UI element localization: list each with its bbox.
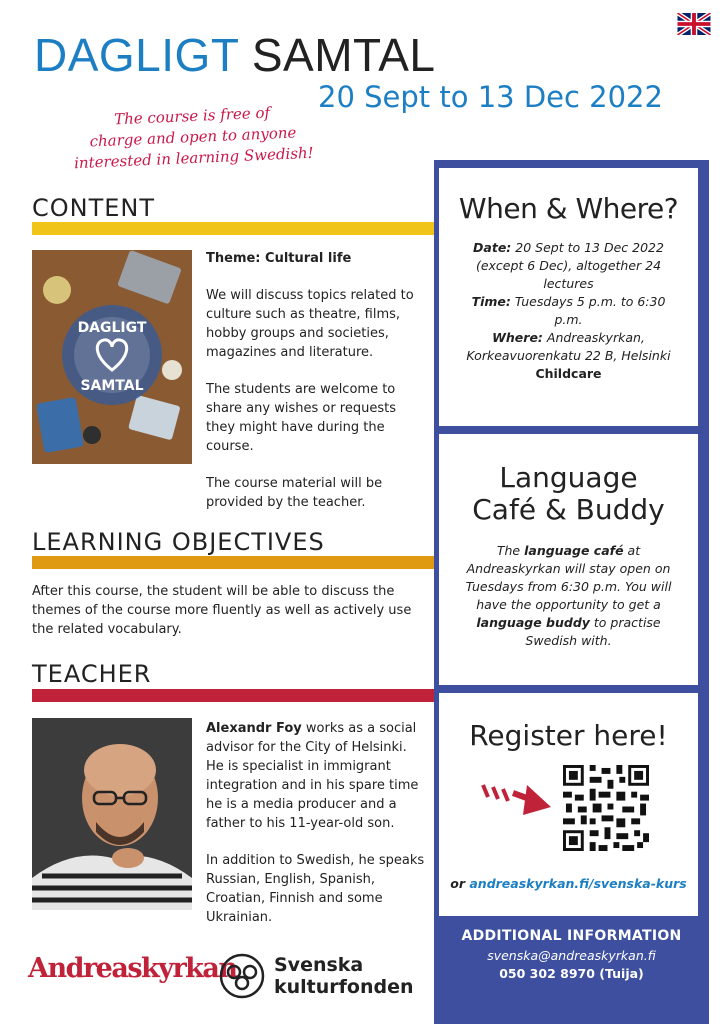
when-where-time	[461, 293, 676, 329]
cafe-text-3: to practise Swedish with.	[525, 615, 661, 648]
title-part-2: SAMTAL	[251, 29, 436, 81]
language-cafe-box	[439, 434, 698, 685]
info-email[interactable]: svenska@andreaskyrkan.fi	[487, 948, 656, 963]
teacher-heading: TEACHER	[32, 660, 152, 688]
content-heading: CONTENT	[32, 194, 156, 222]
uk-flag-icon[interactable]	[677, 13, 711, 35]
free-note-line-3: interested in learning Swedish!	[73, 143, 315, 173]
kulturfonden-logo-icon	[218, 952, 266, 1000]
register-link[interactable]: andreaskyrkan.fi/svenska-kurs	[469, 876, 687, 891]
cafe-title-line-2: Café & Buddy	[472, 493, 665, 526]
teacher-name: Alexandr Foy	[206, 721, 302, 736]
when-where-details	[461, 239, 676, 383]
teacher-photo	[32, 718, 192, 910]
qr-code-icon[interactable]	[563, 765, 649, 851]
cafe-text-1: The	[496, 543, 525, 558]
content-divider	[32, 222, 434, 235]
kulturfonden-logo-text	[274, 954, 414, 998]
objectives-divider	[32, 556, 434, 569]
cover-illustration	[32, 250, 192, 464]
when-where-box	[439, 168, 698, 426]
register-or: or	[450, 876, 470, 891]
info-heading: ADDITIONAL INFORMATION	[461, 928, 682, 944]
objectives-text: After this course, the student will be able to discuss the themes of the course more fluently as well as actively use the related vocabulary.	[32, 584, 412, 637]
title-part-1: DAGLIGT	[34, 29, 239, 81]
page-title	[34, 28, 436, 82]
content-paragraph-3: The course material will be provided by the teacher.	[206, 476, 383, 510]
kulturfonden-line-2: kulturfonden	[274, 976, 414, 998]
register-title: Register here!	[469, 719, 668, 752]
content-paragraph-1: We will discuss topics related to culture such as theatre, films, hobby groups and societies, magazines and literature.	[206, 288, 414, 360]
register-link-line	[439, 875, 698, 893]
cafe-text-2: at Andreaskyrkan will stay open on Tuesdays from 6:30 p.m. You will have the opportunity to get a	[465, 543, 672, 612]
objectives-heading: LEARNING OBJECTIVES	[32, 528, 325, 556]
cafe-title	[439, 462, 698, 526]
free-note-line-2: charge and open to anyone	[89, 123, 297, 151]
cafe-title-line-1: Language	[499, 461, 638, 494]
time-label: Time:	[471, 294, 511, 309]
cafe-text-language-cafe: language café	[524, 543, 624, 558]
date-value: 20 Sept to 13 Dec 2022 (except 6 Dec), altogether 24 lectures	[475, 240, 664, 291]
cover-label-bottom: SAMTAL	[80, 378, 144, 394]
teacher-portrait	[32, 718, 192, 910]
info-phone[interactable]: 050 302 8970 (Tuija)	[499, 966, 644, 981]
teacher-divider	[32, 689, 434, 702]
when-where-location	[461, 329, 676, 365]
childcare-note: Childcare	[535, 366, 602, 381]
teacher-text	[206, 719, 426, 945]
arrow-right-icon	[479, 779, 553, 821]
course-dates: 20 Sept to 13 Dec 2022	[318, 80, 663, 114]
time-value: Tuesdays 5 p.m. to 6:30 p.m.	[510, 294, 666, 327]
content-paragraph-2: The students are welcome to share any wishes or requests they might have during the course.	[206, 382, 396, 454]
free-note-line-1: The course is free of	[113, 103, 271, 129]
teacher-bio-text: works as a social advisor for the City of Helsinki. He is specialist in immigrant integration and in his spare time he is a media producer and a father to his 11-year-old son.	[206, 721, 419, 831]
where-value: Andreaskyrkan, Korkeavuorenkatu 22 B, Helsinki	[466, 330, 671, 363]
free-course-note	[27, 99, 359, 176]
when-where-date	[461, 239, 676, 293]
cover-label-top: DAGLIGT	[77, 320, 147, 336]
content-theme: Theme: Cultural life	[206, 251, 352, 266]
kulturfonden-line-1: Svenska	[274, 954, 364, 976]
teacher-languages: In addition to Swedish, he speaks Russian, English, Spanish, Croatian, Finnish and some Ukrainian.	[206, 853, 425, 925]
cafe-text	[463, 542, 674, 650]
teacher-bio	[206, 719, 426, 833]
register-box	[439, 693, 698, 916]
when-where-title: When & Where?	[458, 192, 679, 225]
course-cover-image	[32, 250, 192, 464]
cafe-text-language-buddy: language buddy	[476, 615, 590, 630]
where-label: Where:	[492, 330, 543, 345]
content-text	[206, 249, 426, 530]
andreaskyrkan-logo: Andreaskyrkan	[28, 953, 237, 984]
additional-info	[439, 928, 704, 981]
date-label: Date:	[473, 240, 512, 255]
